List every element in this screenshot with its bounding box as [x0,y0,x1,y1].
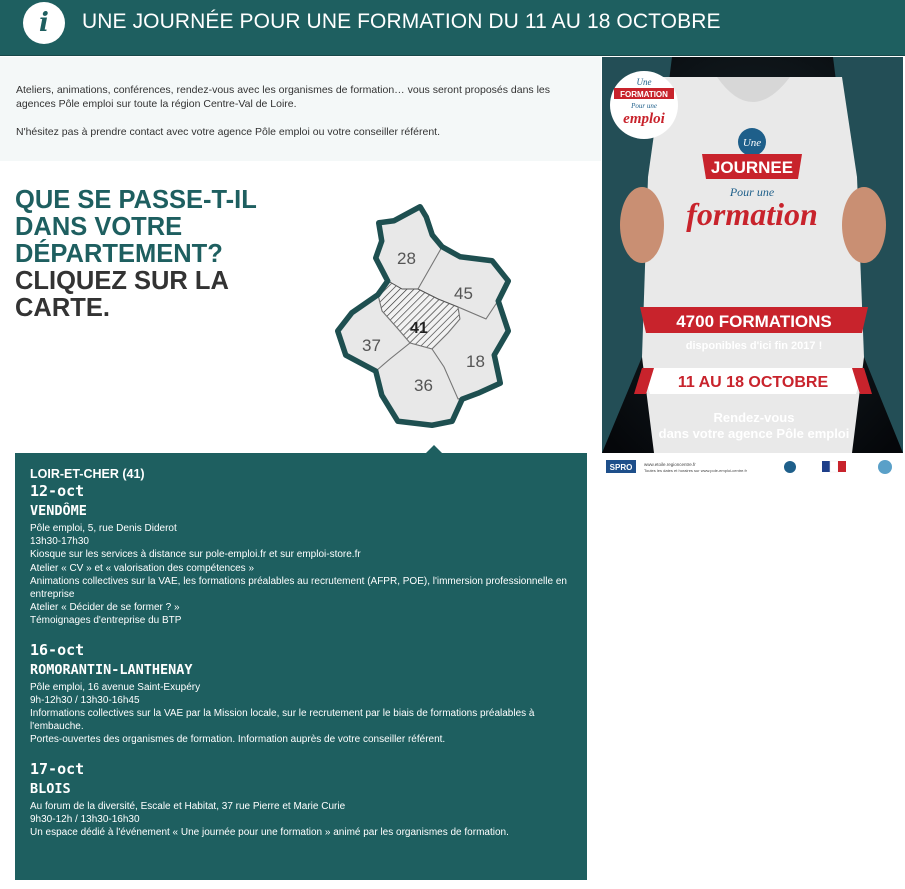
event-detail-line: Kiosque sur les services à distance sur pole-emploi.fr et sur emploi-store.fr [30,549,361,561]
event-item [30,760,573,840]
intro-box [0,57,601,161]
pole-emploi-logo [784,461,796,473]
poster-logo-line3: Pour une [631,102,657,110]
department-map [330,203,520,428]
event-date: 17-oct [30,759,85,778]
event-item [30,482,573,628]
region-map-svg [330,203,520,428]
dept-label-45: 45 [454,284,473,303]
page-header [0,0,905,56]
map-prompt-question: QUE SE PASSE-T-IL DANS VOTRE DÉPARTEMENT? [15,186,257,268]
poster-footer [602,455,903,481]
poster-rdv-line2: dans votre agence Pôle emploi [658,426,850,441]
poster-footer-logos [602,455,903,481]
event-city: VENDÔME [30,503,87,519]
event-detail-line: Atelier « Décider de se former ? » [30,602,180,614]
event-detail-line: Atelier « CV » et « valorisation des compétences » [30,562,255,574]
event-detail-line: Pôle emploi, 16 avenue Saint-Exupéry [30,681,201,693]
event-detail-line: Pôle emploi, 5, rue Denis Diderot [30,523,177,534]
event-detail-line: Témoignages d'entreprise du BTP [30,615,182,627]
event-date: 16-oct [30,640,85,659]
event-detail-line: 9h-12h30 / 13h30-16h45 [30,694,140,706]
event-detail-line: Un espace dédié à l'événement « Une journée pour une formation » animé par les organismes de formation. [30,827,509,839]
poster-dates: 11 AU 18 OCTOBRE [677,374,829,391]
department-title: LOIR-ET-CHER (41) [30,467,145,481]
poster-banner-formations: 4700 FORMATIONS [676,312,832,331]
footer-spro-logo: SPRO [609,463,633,472]
footer-web-line1: www.etoile.regioncentre.fr [644,462,696,467]
poster-logo-line4: emploi [623,111,665,127]
info-icon: i [23,2,65,44]
event-list [30,482,573,839]
dept-label-41: 41 [410,320,428,337]
poster-shirt-formation: formation [686,196,818,232]
department-events-panel [15,453,587,880]
region-logo [878,460,892,474]
poster-shirt-pour: Pour une [729,185,775,199]
event-item [30,641,573,747]
dept-label-37: 37 [362,336,381,355]
event-poster [602,57,903,453]
map-prompt-instruction: CLIQUEZ SUR LA CARTE. [15,267,228,322]
event-detail-line: 13h30-17h30 [30,536,89,548]
event-detail-line: Animations collectives sur la VAE, les formations préalables au recrutement (AFPR, POE), l'immersion professionnelle en entreprise [30,575,567,601]
map-prompt [15,187,275,322]
page-title: UNE JOURNÉE POUR UNE FORMATION DU 11 AU 18 OCTOBRE [82,10,721,33]
event-date: 12-oct [30,482,85,500]
poster-shirt-journee: JOURNEE [710,158,794,177]
dept-label-36: 36 [414,376,433,395]
poster-banner-disponibles: disponibles d'ici fin 2017 ! [685,340,823,352]
poster-rdv-line1: Rendez-vous [713,410,795,425]
event-detail-line: 9h30-12h / 13h30-16h30 [30,813,140,825]
poster-logo-line1: Une [636,77,652,87]
dept-label-18: 18 [466,352,485,371]
poster-illustration [602,57,903,453]
poster-shirt-une: Une [742,137,762,149]
intro-text: Ateliers, animations, conférences, rendez-vous avec les organismes de formation… vous seront proposés dans les agences Pôle emploi sur toute la région Centre-Val de Loire. [16,84,551,110]
poster-logo-line2: FORMATION [620,90,668,99]
event-detail-line: Portes-ouvertes des organismes de formation. Information auprès de votre conseiller référent. [30,734,446,746]
footer-web-line2: Toutes les dates et horaires sur www.pole-emploi-centre.fr [644,468,747,473]
intro-contact-text: N'hésitez pas à prendre contact avec votre agence Pôle emploi ou votre conseiller référent. [16,126,440,138]
event-city: BLOIS [30,780,71,797]
event-city: ROMORANTIN-LANTHENAY [30,661,193,678]
event-detail-line: Au forum de la diversité, Escale et Habitat, 37 rue Pierre et Marie Curie [30,800,346,812]
dept-label-28: 28 [397,249,416,268]
event-detail-line: Informations collectives sur la VAE par la Mission locale, sur le recrutement par le biais de formations préalables à l'embauche. [30,708,535,733]
